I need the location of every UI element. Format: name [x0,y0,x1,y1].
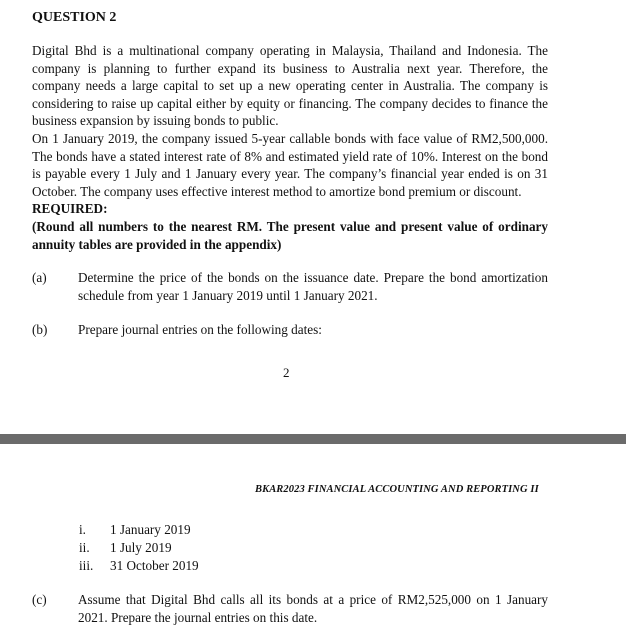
page-separator [0,434,626,444]
date-item-text: 31 October 2019 [110,558,199,573]
date-item-number: iii. [79,558,94,573]
required-heading: REQUIRED: [32,201,108,216]
item-b-label: (b) [32,322,48,337]
bond-details-paragraph: On 1 January 2019, the company issued 5-year callable bonds with face value of RM2,500,000. The bonds have a stated interest rate of 8% and estimated yield rate of 10%. Interest on the bond is payable every 1 July and 1 January every year. The company’s financial year ended is on 31 October. The company uses effective interest method to amortize bond premium or discount. [32,131,548,199]
course-header: BKAR2023 FINANCIAL ACCOUNTING AND REPORTING II [255,484,539,495]
date-item-number: i. [79,522,86,537]
item-c-text: Assume that Digital Bhd calls all its bonds at a price of RM2,525,000 on 1 January 2021. Prepare the journal entries on this date. [78,592,548,625]
date-item-text: 1 July 2019 [110,540,172,555]
date-item-text: 1 January 2019 [110,522,191,537]
item-c-label: (c) [32,592,47,607]
intro-paragraph: Digital Bhd is a multinational company operating in Malaysia, Thailand and Indonesia. The company is planning to further expand its business to Australia next year. Therefore, the company needs a large capital to set up a new operating center in Australia. The company is considering to raise up capital either by equity or financing. The company decides to finance the business expansion by issuing bonds to public. [32,43,548,129]
rounding-instruction: (Round all numbers to the nearest RM. The present value and present value of ordinary annuity tables are provided in the appendix) [32,219,548,252]
item-b-text: Prepare journal entries on the following dates: [78,322,322,337]
question-title: QUESTION 2 [32,10,117,25]
item-a-label: (a) [32,270,47,285]
page-number: 2 [283,365,290,380]
item-a-text: Determine the price of the bonds on the issuance date. Prepare the bond amortization schedule from year 1 January 2019 until 1 January 2021. [78,270,548,303]
date-item-number: ii. [79,540,90,555]
